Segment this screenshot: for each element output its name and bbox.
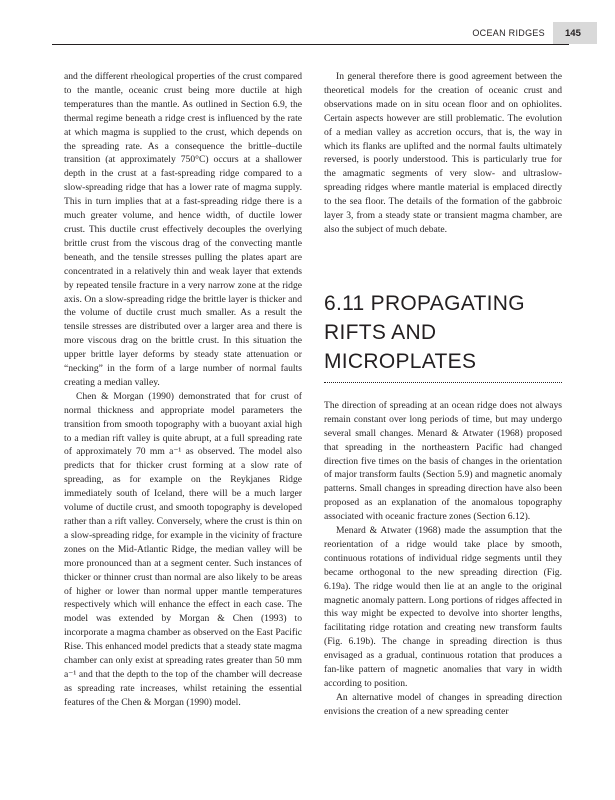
page-number: 145 <box>565 28 581 39</box>
paragraph: In general therefore there is good agreement between the theoretical models for the creation of oceanic crust and observations made on in situ ocean floor and on ophiolites. Certain aspects however are still problematic. The evolution of a median valley as accretion occurs, that is, the way in which its flanks are uplifted and the normal faults ultimately reversed, is poorly understood. This is particularly true for the amagmatic segments of very slow- and ultraslow-spreading ridges where mantle material is emplaced directly to the sea floor. The details of the formation of the gabbroic layer 3, from a steady state or transient magma chamber, are also the subject of much debate. <box>324 71 562 235</box>
paragraph: An alternative model of changes in spreading direction envisions the creation of a new spreading center <box>324 691 562 717</box>
paragraph: The direction of spreading at an ocean ridge does not always remain constant over long periods of time, but may undergo several small changes. Menard & Atwater (1968) proposed that spreading in the northeastern Pacific had changed direction five times on the basis of changes in the orientation of major transform faults (Section 5.9) and magnetic anomaly patterns. Small changes in spreading direction have also been proposed as an explanation of the anomalous topography associated with oceanic fracture zones (Section 6.12). <box>324 399 562 523</box>
section-heading: 6.11 PROPAGATING RIFTS AND MICROPLATES <box>324 291 525 373</box>
left-column <box>64 70 302 710</box>
paragraph: and the different rheological properties of the crust compared to the mantle, oceanic crust being more ductile at high temperatures than the mantle. As outlined in Section 6.9, the thermal regime beneath a ridge crest is influenced by the rate at which magma is supplied to the crust, which depends on the spreading rate. As a consequence the brittle–ductile transition (at approximately 750°C) occurs at a shallower depth in the crust at a fast-spreading ridge compared to a slow-spreading ridge that has a lower rate of magma supply. This in turn implies that at a fast-spreading ridge there is a much greater volume, and hence width, of ductile lower crust. This ductile crust effectively decouples the overlying brittle crust from the viscous drag of the convecting mantle beneath, and the tensile stresses pulling the plates apart are concentrated in a relatively thin and weak layer that extends by repeated tensile fracture in a very narrow zone at the ridge axis. On a slow-spreading ridge the brittle layer is thicker and the volume of ductile crust much smaller. As a result the tensile stresses are distributed over a larger area and there is more viscous drag on the brittle crust. In this situation the upper brittle layer deforms by steady state attenuation or “necking” in the form of a large number of normal faults creating a median valley. <box>64 71 302 388</box>
page-header <box>0 0 615 44</box>
running-title: OCEAN RIDGES <box>472 28 545 38</box>
right-column <box>324 70 562 719</box>
paragraph: Menard & Atwater (1968) made the assumption that the reorientation of a ridge would take place by smooth, continuous rotations of individual ridge segments until they became orthogonal to the new spreading direction (Fig. 6.19a). The ridge would then lie at an angle to the original magnetic anomaly pattern. Long portions of ridges affected in this way might be expected to devolve into shorter lengths, facilitating ridge rotation and creating new transform faults (Fig. 6.19b). The change in spreading direction is thus envisaged as a gradual, continuous rotation that produces a fan-like pattern of magnetic anomalies that vary in width according to position. <box>324 525 562 689</box>
heading-rule <box>324 382 562 383</box>
paragraph: Chen & Morgan (1990) demonstrated that for crust of normal thickness and appropriate model parameters the transition from smooth topography with a buoyant axial high to a median rift valley is quite abrupt, at a full spreading rate of approximately 70 mm a⁻¹ as observed. The model also predicts that for thicker crust forming at a slow rate of spreading, as for example on the Reykjanes Ridge immediately south of Iceland, there will be a much larger volume of ductile crust, and smooth topography is developed rather than a rift valley. Conversely, where the crust is thin on a slow-spreading ridge, for example in the vicinity of fracture zones on the Mid-Atlantic Ridge, the median valley will be more pronounced than at a segment center. Such instances of thicker or thinner crust than normal are also likely to be areas of higher or lower than normal upper mantle temperatures respectively which will enhance the effect in each case. The model was extended by Morgan & Chen (1993) to incorporate a magma chamber as observed on the East Pacific Rise. This enhanced model predicts that a steady state magma chamber can only exist at spreading rates greater than 50 mm a⁻¹ and that the depth to the top of the chamber will decrease as spreading rate increases, whilst retaining the essential features of the Chen & Morgan (1990) model. <box>64 390 302 708</box>
header-rule <box>52 44 569 45</box>
